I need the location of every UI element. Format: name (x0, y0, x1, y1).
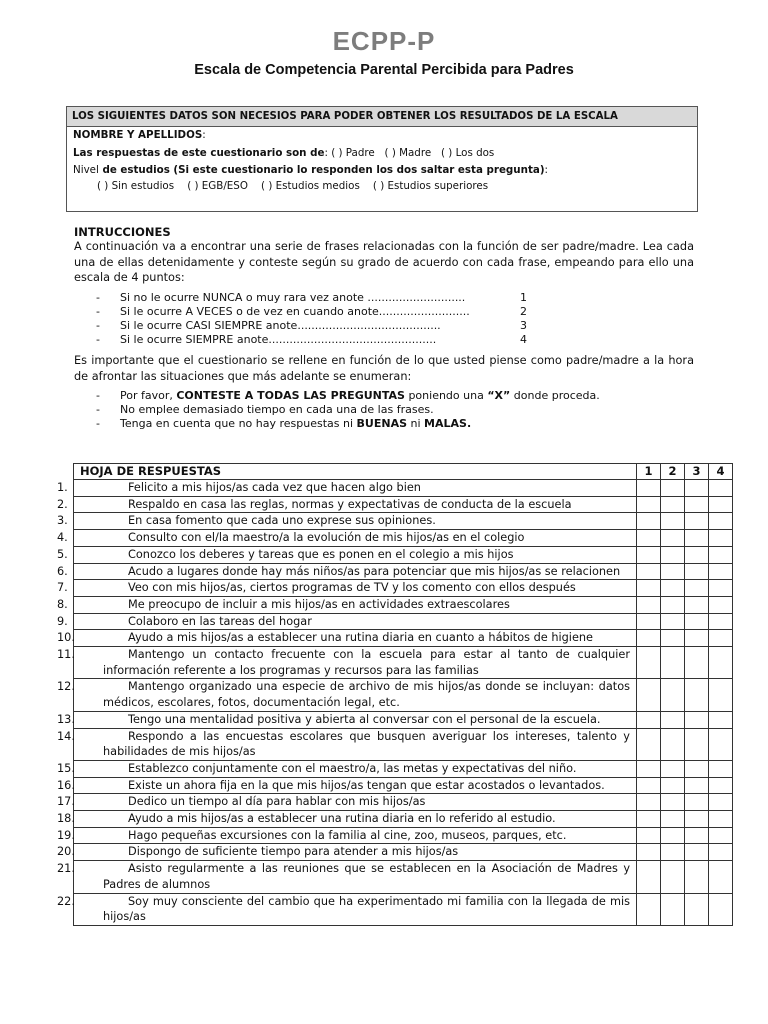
answer-cell-1[interactable] (637, 844, 661, 861)
answer-cell-3[interactable] (685, 580, 709, 597)
document-subtitle: Escala de Competencia Parental Percibida para Padres (194, 62, 574, 78)
question-cell (57, 893, 637, 925)
answer-cell-2[interactable] (661, 893, 685, 925)
respondent-field (73, 147, 494, 159)
answer-cell-3[interactable] (685, 827, 709, 844)
table-row (74, 711, 733, 728)
answer-cell-1[interactable] (637, 630, 661, 647)
question-text: Ayudo a mis hijos/as a establecer una rutina diaria en cuanto a hábitos de higiene (128, 631, 594, 645)
question-text: Existe un ahora fija en la que mis hijos/as tengan que estar acostados o levantados. (128, 778, 605, 792)
table-row (74, 546, 733, 563)
table-row (74, 893, 733, 925)
table-row (74, 861, 733, 893)
answer-cell-4[interactable] (709, 861, 733, 893)
column-header-2: 2 (661, 464, 685, 480)
question-text: Hago pequeñas excursiones con la familia al cine, zoo, museos, parques, etc. (128, 828, 567, 842)
answer-cell-1[interactable] (637, 563, 661, 580)
question-text: En casa fomento que cada uno exprese sus opiniones. (128, 514, 436, 528)
answer-cell-1[interactable] (637, 679, 661, 711)
answer-sheet-table (57, 463, 733, 926)
table-row (74, 760, 733, 777)
table-row (74, 827, 733, 844)
table-row (74, 794, 733, 811)
table-row (74, 613, 733, 630)
answer-cell-3[interactable] (685, 613, 709, 630)
question-text: Colaboro en las tareas del hogar (128, 614, 312, 628)
question-text: Conozco los deberes y tareas que es ponen en el colegio a mis hijos (128, 547, 514, 561)
answer-cell-4[interactable] (709, 513, 733, 530)
table-row (74, 563, 733, 580)
question-cell (57, 613, 637, 630)
question-number: 7. (57, 581, 68, 595)
answer-cell-2[interactable] (661, 861, 685, 893)
column-header-4: 4 (709, 464, 733, 480)
question-number: 2. (57, 497, 68, 511)
question-number: 14. (57, 729, 75, 743)
answer-cell-4[interactable] (709, 546, 733, 563)
answer-cell-3[interactable] (685, 777, 709, 794)
answer-cell-4[interactable] (709, 760, 733, 777)
answer-rows (57, 480, 733, 926)
answer-cell-4[interactable] (709, 679, 733, 711)
instructions-paragraph: A continuación va a encontrar una serie de frases relacionadas con la función de ser padre/madre. Lea cada una de ellas detenidamente y conteste según su grado de acuerdo con cada frase, empeando para ello una escala de 4 puntos: (74, 240, 694, 284)
table-row (74, 647, 733, 679)
answer-cell-3[interactable] (685, 530, 709, 547)
answer-cell-4[interactable] (709, 480, 733, 497)
answer-cell-1[interactable] (637, 861, 661, 893)
answer-cell-1[interactable] (637, 546, 661, 563)
table-row (74, 480, 733, 497)
table-row (74, 513, 733, 530)
answer-cell-2[interactable] (661, 794, 685, 811)
respondent-data-box (66, 106, 698, 212)
answer-cell-1[interactable] (637, 794, 661, 811)
answer-cell-1[interactable] (637, 827, 661, 844)
question-number: 17. (57, 795, 75, 809)
answer-cell-1[interactable] (637, 613, 661, 630)
question-number: 13. (57, 712, 75, 726)
question-number: 10. (57, 631, 75, 645)
question-text: Respaldo en casa las reglas, normas y expectativas de conducta de la escuela (128, 497, 572, 511)
question-text: Mantengo un contacto frecuente con la escuela para estar al tanto de cualquier información referente a los programas y recursos para las familias (103, 648, 630, 677)
answer-cell-1[interactable] (637, 580, 661, 597)
table-row (74, 728, 733, 760)
answer-cell-2[interactable] (661, 563, 685, 580)
answer-cell-1[interactable] (637, 811, 661, 828)
question-text: Respondo a las encuestas escolares que busquen averiguar los intereses, talento y habilidades de mis hijos/as (103, 729, 630, 759)
answer-cell-4[interactable] (709, 711, 733, 728)
question-cell (57, 827, 637, 844)
answer-cell-2[interactable] (661, 647, 685, 679)
answer-cell-1[interactable] (637, 893, 661, 925)
question-cell (57, 530, 637, 547)
question-cell (57, 711, 637, 728)
question-number: 6. (57, 564, 68, 578)
question-number: 21. (57, 862, 75, 876)
answer-cell-4[interactable] (709, 630, 733, 647)
question-text: Soy muy consciente del cambio que ha experimentado mi familia con la llegada de mis hijos/as (103, 894, 630, 924)
table-row (74, 630, 733, 647)
question-text: Ayudo a mis hijos/as a establecer una rutina diaria en lo referido al estudio. (128, 812, 556, 826)
respondent-options[interactable]: : ( ) Padre ( ) Madre ( ) Los dos (324, 147, 495, 159)
answer-cell-2[interactable] (661, 711, 685, 728)
question-number: 4. (57, 531, 68, 545)
table-row (74, 496, 733, 513)
question-number: 3. (57, 514, 68, 528)
answer-cell-3[interactable] (685, 861, 709, 893)
answer-cell-1[interactable] (637, 496, 661, 513)
answer-cell-2[interactable] (661, 496, 685, 513)
answer-cell-3[interactable] (685, 480, 709, 497)
answer-cell-4[interactable] (709, 811, 733, 828)
question-number: 15. (57, 761, 75, 775)
respondent-label: Las respuestas de este cuestionario son de (73, 147, 325, 159)
answer-sheet-header-row (74, 464, 733, 480)
question-number: 22. (57, 894, 75, 908)
question-cell (57, 777, 637, 794)
answer-cell-2[interactable] (661, 777, 685, 794)
studies-field: Nivel de estudios (Si este cuestionario lo responden los dos saltar esta pregunta): (73, 164, 549, 176)
answer-cell-4[interactable] (709, 647, 733, 679)
answer-cell-2[interactable] (661, 728, 685, 760)
question-text: Dispongo de suficiente tiempo para atender a mis hijos/as (128, 845, 459, 859)
question-cell (57, 811, 637, 828)
question-cell (57, 679, 637, 711)
studies-label: de estudios (Si este cuestionario lo responden los dos saltar esta pregunta) (98, 164, 545, 176)
answer-cell-1[interactable] (637, 530, 661, 547)
answer-cell-3[interactable] (685, 893, 709, 925)
answer-cell-4[interactable] (709, 613, 733, 630)
table-row (74, 580, 733, 597)
answer-cell-2[interactable] (661, 679, 685, 711)
table-row (74, 777, 733, 794)
answer-cell-2[interactable] (661, 844, 685, 861)
answer-cell-4[interactable] (709, 580, 733, 597)
question-text: Mantengo organizado una especie de archivo de mis hijos/as donde se incluyan: datos médicos, escolares, fotos, documentación legal, etc. (103, 680, 630, 710)
name-label: NOMBRE Y APELLIDOS (73, 129, 203, 141)
answer-cell-1[interactable] (637, 647, 661, 679)
data-box-header: LOS SIGUIENTES DATOS SON NECESIOS PARA PODER OBTENER LOS RESULTADOS DE LA ESCALA (67, 107, 697, 127)
answer-cell-2[interactable] (661, 596, 685, 613)
question-number: 20. (57, 845, 75, 859)
question-cell (57, 596, 637, 613)
answer-cell-4[interactable] (709, 563, 733, 580)
question-text: Dedico un tiempo al día para hablar con mis hijos/as (128, 795, 426, 809)
answer-cell-2[interactable] (661, 811, 685, 828)
question-text: Veo con mis hijos/as, ciertos programas de TV y los comento con ellos después (128, 581, 576, 595)
answer-cell-2[interactable] (661, 827, 685, 844)
question-cell (57, 647, 637, 679)
answer-cell-4[interactable] (709, 844, 733, 861)
question-number: 18. (57, 812, 75, 826)
answer-cell-1[interactable] (637, 596, 661, 613)
question-cell (57, 728, 637, 760)
studies-options[interactable]: ( ) Sin estudios ( ) EGB/ESO ( ) Estudios medios ( ) Estudios superiores (97, 180, 489, 192)
question-number: 19. (57, 828, 75, 842)
answer-cell-4[interactable] (709, 530, 733, 547)
answer-cell-2[interactable] (661, 630, 685, 647)
table-row (74, 530, 733, 547)
column-header-3: 3 (685, 464, 709, 480)
question-cell (57, 513, 637, 530)
question-number: 5. (57, 547, 68, 561)
question-cell (57, 861, 637, 893)
question-cell (57, 630, 637, 647)
answer-cell-3[interactable] (685, 760, 709, 777)
document-title: ECPP-P (332, 26, 436, 56)
answer-cell-3[interactable] (685, 596, 709, 613)
question-text: Acudo a lugares donde hay más niños/as para potenciar que mis hijos/as se relacionen (128, 564, 621, 578)
answer-cell-1[interactable] (637, 760, 661, 777)
answer-cell-3[interactable] (685, 728, 709, 760)
answer-cell-3[interactable] (685, 679, 709, 711)
question-cell (57, 496, 637, 513)
answer-cell-3[interactable] (685, 794, 709, 811)
answer-cell-4[interactable] (709, 496, 733, 513)
question-cell (57, 844, 637, 861)
question-cell (57, 580, 637, 597)
answer-cell-2[interactable] (661, 530, 685, 547)
table-row (74, 596, 733, 613)
table-row (74, 811, 733, 828)
question-cell (57, 480, 637, 497)
question-cell (57, 794, 637, 811)
answer-cell-4[interactable] (709, 893, 733, 925)
question-cell (57, 760, 637, 777)
table-row (74, 679, 733, 711)
name-field[interactable]: NOMBRE Y APELLIDOS: (73, 129, 206, 141)
importance-paragraph: Es importante que el cuestionario se rellene en función de lo que usted piense como padre/madre a la hora de afrontar las situaciones que más adelante se enumeran: (74, 354, 694, 383)
question-text: Tengo una mentalidad positiva y abierta al conversar con el personal de la escuela. (128, 712, 601, 726)
question-number: 1. (57, 481, 68, 494)
answer-sheet-header: HOJA DE RESPUESTAS (74, 464, 637, 480)
answer-cell-4[interactable] (709, 827, 733, 844)
answer-cell-1[interactable] (637, 711, 661, 728)
question-text: Felicito a mis hijos/as cada vez que hacen algo bien (128, 481, 421, 494)
question-number: 8. (57, 597, 68, 611)
answer-cell-3[interactable] (685, 711, 709, 728)
answer-cell-3[interactable] (685, 811, 709, 828)
question-number: 11. (57, 648, 75, 662)
answer-cell-1[interactable] (637, 513, 661, 530)
answer-cell-3[interactable] (685, 647, 709, 679)
answer-cell-2[interactable] (661, 760, 685, 777)
answer-cell-4[interactable] (709, 777, 733, 794)
answer-cell-3[interactable] (685, 630, 709, 647)
answer-cell-4[interactable] (709, 794, 733, 811)
table-row (74, 844, 733, 861)
answer-cell-3[interactable] (685, 496, 709, 513)
answer-cell-3[interactable] (685, 546, 709, 563)
question-text: Me preocupo de incluir a mis hijos/as en actividades extraescolares (128, 597, 510, 611)
answer-cell-4[interactable] (709, 728, 733, 760)
answer-cell-1[interactable] (637, 480, 661, 497)
question-number: 9. (57, 614, 68, 628)
answer-cell-1[interactable] (637, 728, 661, 760)
question-cell (57, 546, 637, 563)
answer-cell-2[interactable] (661, 513, 685, 530)
question-cell (57, 563, 637, 580)
question-number: 16. (57, 778, 75, 792)
answer-cell-1[interactable] (637, 777, 661, 794)
answer-cell-3[interactable] (685, 513, 709, 530)
answer-cell-2[interactable] (661, 480, 685, 497)
question-text: Consulto con el/la maestro/a la evolución de mis hijos/as en el colegio (128, 531, 525, 545)
column-header-1: 1 (637, 464, 661, 480)
answer-cell-2[interactable] (661, 580, 685, 597)
question-text: Establezco conjuntamente con el maestro/a, las metas y expectativas del niño. (128, 761, 577, 775)
answer-cell-3[interactable] (685, 844, 709, 861)
answer-cell-2[interactable] (661, 546, 685, 563)
answer-cell-2[interactable] (661, 613, 685, 630)
answer-cell-4[interactable] (709, 596, 733, 613)
question-number: 12. (57, 680, 75, 694)
instructions-heading: INTRUCCIONES (74, 225, 171, 239)
answer-cell-3[interactable] (685, 563, 709, 580)
question-text: Asisto regularmente a las reuniones que se establecen en la Asociación de Madres y Padres de alumnos (103, 862, 630, 891)
